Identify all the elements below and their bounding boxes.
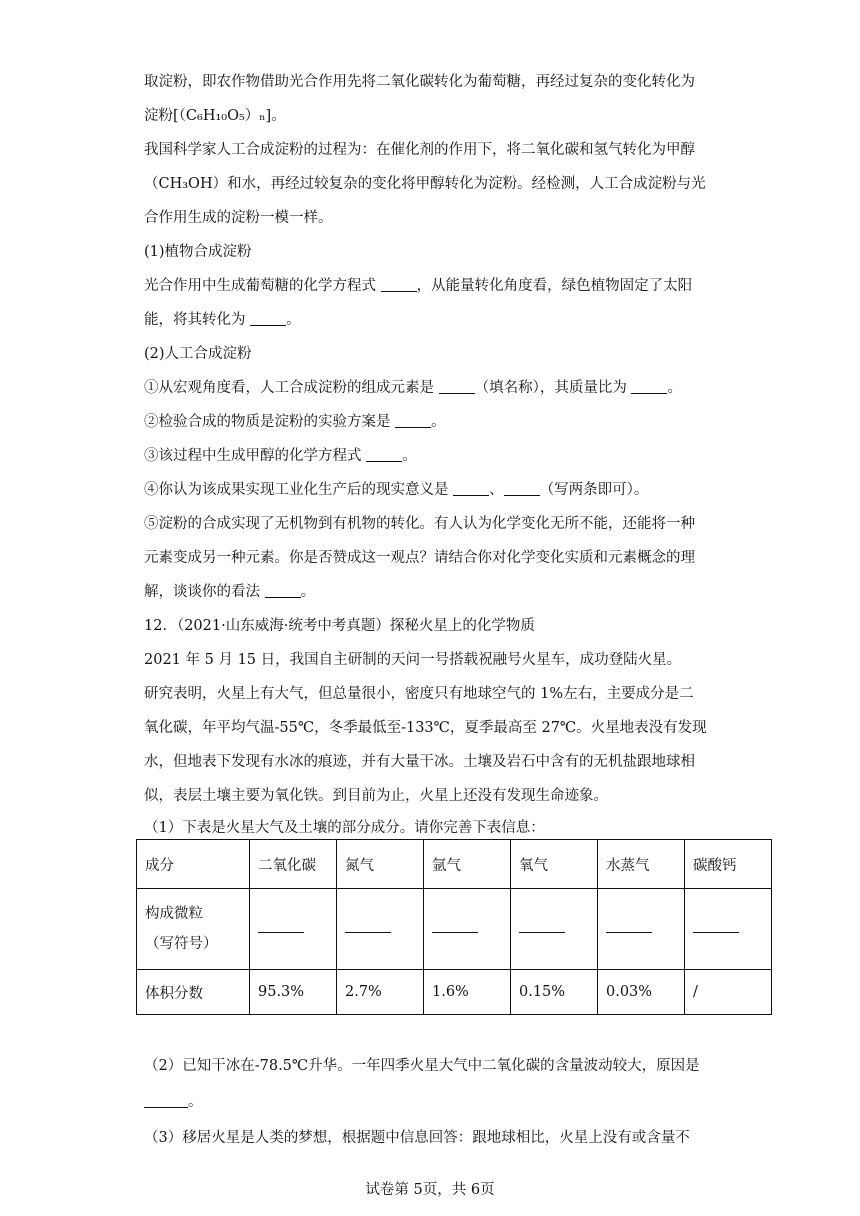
text: ②检验合成的物质是淀粉的实验方案是 bbox=[144, 414, 396, 430]
answer-blank[interactable] bbox=[504, 481, 540, 496]
text: 能，将其转化为 bbox=[144, 312, 251, 328]
text: （2）已知干冰在-78.5℃升华。一年四季火星大气中二氧化碳的含量波动较大，原因是 bbox=[144, 1058, 700, 1074]
text: 。 bbox=[286, 312, 301, 328]
answer-blank[interactable] bbox=[258, 932, 304, 933]
text: （3）移居火星是人类的梦想，根据题中信息回答：跟地球相比，火星上没有或含量不 bbox=[144, 1130, 690, 1146]
page-footer: 试卷第 5页，共 6页 bbox=[365, 1182, 495, 1198]
answer-blank[interactable] bbox=[345, 932, 391, 933]
answer-blank[interactable] bbox=[631, 379, 667, 394]
table-cell bbox=[511, 889, 598, 970]
text: ④你认为该成果实现工业化生产后的现实意义是 bbox=[144, 482, 454, 498]
text: 淀粉[（C₆H₁₀O₅）ₙ]。 bbox=[144, 108, 286, 124]
text-line bbox=[144, 650, 681, 670]
table-row bbox=[137, 889, 772, 970]
table-cell: 0.15% bbox=[511, 970, 598, 1015]
text: 取淀粉，即农作物借助光合作用先将二氧化碳转化为葡萄糖，再经过复杂的变化转化为 bbox=[144, 74, 695, 90]
text-line bbox=[144, 514, 695, 534]
answer-blank[interactable] bbox=[693, 932, 739, 933]
text: 光合作用中生成葡萄糖的化学方程式 bbox=[144, 278, 381, 294]
text: 氧化碳，年平均气温-55℃，冬季最低至-133℃，夏季最高至 27℃。火星地表没有发现 bbox=[144, 720, 707, 736]
text: 水，但地表下发现有水冰的痕迹，并有大量干冰。土壤及岩石中含有的无机盐跟地球相 bbox=[144, 754, 695, 770]
question-line bbox=[144, 582, 315, 602]
table-header-cell: 碳酸钙 bbox=[685, 840, 772, 889]
row-label: 构成微粒 bbox=[145, 906, 203, 922]
question-title bbox=[144, 616, 535, 636]
text: ，从能量转化角度看，绿色植物固定了太阳 bbox=[416, 278, 693, 294]
question-line bbox=[144, 276, 692, 296]
table-header-cell: 氧气 bbox=[511, 840, 598, 889]
text: ⑤淀粉的合成实现了无机物到有机物的转化。有人认为化学变化无所不能，还能将一种 bbox=[144, 516, 695, 532]
text: 、 bbox=[489, 482, 504, 498]
table-cell: 0.03% bbox=[598, 970, 685, 1015]
question-line bbox=[144, 412, 446, 432]
sub-question bbox=[144, 1128, 690, 1148]
answer-blank[interactable] bbox=[453, 481, 489, 496]
text: 。 bbox=[188, 1094, 203, 1110]
table-row bbox=[137, 970, 772, 1015]
table-label-cell: 体积分数 bbox=[137, 970, 250, 1015]
answer-blank[interactable] bbox=[606, 932, 652, 933]
text-line bbox=[144, 752, 695, 772]
text-line bbox=[144, 208, 333, 228]
table-header-cell: 氩气 bbox=[424, 840, 511, 889]
answer-blank[interactable] bbox=[439, 379, 475, 394]
table-header-cell: 氮气 bbox=[337, 840, 424, 889]
text: (1)植物合成淀粉 bbox=[144, 244, 252, 260]
text: (2)人工合成淀粉 bbox=[144, 346, 252, 362]
text-line bbox=[144, 174, 706, 194]
answer-blank[interactable] bbox=[366, 447, 402, 462]
question-line bbox=[144, 310, 301, 330]
text-line bbox=[144, 140, 695, 160]
text: 合作用生成的淀粉一模一样。 bbox=[144, 210, 333, 226]
table-cell bbox=[337, 889, 424, 970]
question-line bbox=[144, 378, 682, 398]
table-label-cell bbox=[137, 889, 250, 970]
text: 。 bbox=[402, 448, 417, 464]
table-row bbox=[137, 840, 772, 889]
answer-blank[interactable] bbox=[395, 413, 431, 428]
text: ①从宏观角度看，人工合成淀粉的组成元素是 bbox=[144, 380, 439, 396]
answer-blank[interactable] bbox=[144, 1093, 188, 1108]
row-label-note: （写符号） bbox=[145, 936, 218, 952]
text-line bbox=[144, 684, 694, 704]
text: 12．（2021·山东威海·统考中考真题）探秘火星上的化学物质 bbox=[144, 618, 535, 634]
text: 。 bbox=[667, 380, 682, 396]
text: （写两条即可）。 bbox=[539, 482, 649, 498]
table-cell: 95.3% bbox=[250, 970, 337, 1015]
mars-composition-table bbox=[136, 839, 772, 1015]
section-heading bbox=[144, 344, 252, 364]
text: 2021 年 5 月 15 日，我国自主研制的天问一号搭载祝融号火星车，成功登陆火星。 bbox=[144, 652, 682, 668]
sub-question bbox=[144, 818, 545, 838]
question-line bbox=[144, 480, 648, 500]
table-header-cell: 水蒸气 bbox=[598, 840, 685, 889]
text: （填名称），其质量比为 bbox=[474, 380, 632, 396]
text-line bbox=[144, 72, 695, 92]
text: 研究表明，火星上有大气，但总量很小，密度只有地球空气的 1%左右，主要成分是二 bbox=[144, 686, 694, 702]
table-cell bbox=[424, 889, 511, 970]
answer-blank[interactable] bbox=[250, 311, 286, 326]
table-cell: 1.6% bbox=[424, 970, 511, 1015]
text-line bbox=[144, 548, 695, 568]
table-cell bbox=[598, 889, 685, 970]
text: 我国科学家人工合成淀粉的过程为：在催化剂的作用下，将二氧化碳和氢气转化为甲醇 bbox=[144, 142, 695, 158]
answer-blank[interactable] bbox=[432, 932, 478, 933]
text: 。 bbox=[300, 584, 316, 600]
text: 似，表层土壤主要为氧化铁。到目前为止，火星上还没有发现生命迹象。 bbox=[144, 788, 608, 804]
table-cell: / bbox=[685, 970, 772, 1015]
section-heading bbox=[144, 242, 252, 262]
table-cell bbox=[250, 889, 337, 970]
text: （CH₃OH）和水，再经过较复杂的变化将甲醇转化为淀粉。经检测，人工合成淀粉与光 bbox=[144, 176, 706, 192]
table-cell: 2.7% bbox=[337, 970, 424, 1015]
text: 。 bbox=[431, 414, 446, 430]
text: 元素变成另一种元素。你是否赞成这一观点？请结合你对化学变化实质和元素概念的理 bbox=[144, 550, 695, 566]
sub-question bbox=[144, 1056, 700, 1076]
table-header-cell: 二氧化碳 bbox=[250, 840, 337, 889]
question-line bbox=[144, 1092, 203, 1112]
text-line bbox=[144, 106, 286, 126]
text-line bbox=[144, 718, 707, 738]
answer-blank[interactable] bbox=[519, 932, 565, 933]
text: ③该过程中生成甲醇的化学方程式 bbox=[144, 448, 367, 464]
text: （1）下表是火星大气及土壤的部分成分。请你完善下表信息： bbox=[144, 820, 545, 836]
table-header-cell: 成分 bbox=[137, 840, 250, 889]
question-line bbox=[144, 446, 417, 466]
answer-blank[interactable] bbox=[381, 277, 417, 292]
text: 解，谈谈你的看法 bbox=[144, 584, 265, 600]
text-line bbox=[144, 786, 608, 806]
table-cell bbox=[685, 889, 772, 970]
answer-blank[interactable] bbox=[265, 583, 301, 598]
